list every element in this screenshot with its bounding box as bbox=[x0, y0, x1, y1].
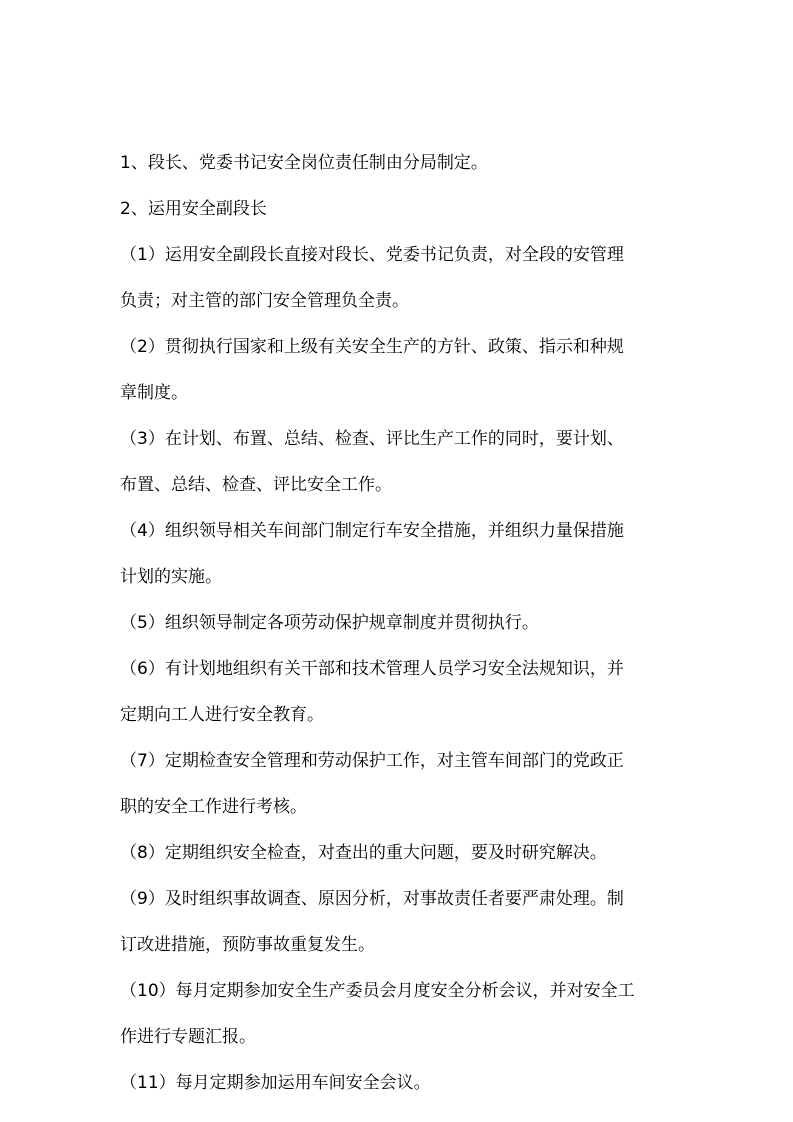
paragraph-line: 作进行专题汇报。 bbox=[120, 1027, 256, 1047]
paragraph-line: 1、段长、党委书记安全岗位责任制由分局制定。 bbox=[120, 153, 488, 173]
paragraph-2 bbox=[120, 199, 677, 220]
paragraph-4 bbox=[120, 337, 677, 404]
paragraph-line: （5）组织领导制定各项劳动保护规章制度并贯彻执行。 bbox=[120, 613, 539, 633]
document-body bbox=[120, 153, 677, 1119]
paragraph-line: （8）定期组织安全检查，对查出的重大问题，要及时研究解决。 bbox=[120, 843, 607, 863]
paragraph-line: （11）每月定期参加运用车间安全会议。 bbox=[120, 1073, 431, 1093]
paragraph-line: （3）在计划、布置、总结、检查、评比生产工作的同时，要计划、 bbox=[120, 429, 624, 449]
paragraph-line: 计划的实施。 bbox=[120, 567, 222, 587]
paragraph-line: 订改进措施，预防事故重复发生。 bbox=[120, 935, 375, 955]
paragraph-line: 2、运用安全副段长 bbox=[120, 199, 267, 219]
paragraph-9 bbox=[120, 751, 677, 818]
paragraph-7 bbox=[120, 613, 677, 634]
paragraph-line: 职的安全工作进行考核。 bbox=[120, 797, 307, 817]
paragraph-line: 定期向工人进行安全教育。 bbox=[120, 705, 324, 725]
paragraph-3 bbox=[120, 245, 677, 312]
paragraph-12 bbox=[120, 981, 677, 1048]
paragraph-line: （4）组织领导相关车间部门制定行车安全措施，并组织力量保措施 bbox=[120, 521, 624, 541]
paragraph-line: 章制度。 bbox=[120, 383, 188, 403]
paragraph-line: （1）运用安全副段长直接对段长、党委书记负责，对全段的安管理 bbox=[120, 245, 624, 265]
paragraph-line: 负责；对主管的部门安全管理负全责。 bbox=[120, 291, 409, 311]
paragraph-11 bbox=[120, 889, 677, 956]
paragraph-line: （6）有计划地组织有关干部和技术管理人员学习安全法规知识，并 bbox=[120, 659, 624, 679]
paragraph-13 bbox=[120, 1073, 677, 1094]
paragraph-line: （10）每月定期参加安全生产委员会月度安全分析会议，并对安全工 bbox=[120, 981, 635, 1001]
paragraph-5 bbox=[120, 429, 677, 496]
paragraph-line: （9）及时组织事故调查、原因分析，对事故责任者要严肃处理。制 bbox=[120, 889, 624, 909]
paragraph-8 bbox=[120, 659, 677, 726]
paragraph-line: （2）贯彻执行国家和上级有关安全生产的方针、政策、指示和种规 bbox=[120, 337, 624, 357]
paragraph-line: 布置、总结、检查、评比安全工作。 bbox=[120, 475, 392, 495]
paragraph-10 bbox=[120, 843, 677, 864]
paragraph-6 bbox=[120, 521, 677, 588]
paragraph-line: （7）定期检查安全管理和劳动保护工作，对主管车间部门的党政正 bbox=[120, 751, 624, 771]
paragraph-1 bbox=[120, 153, 677, 174]
